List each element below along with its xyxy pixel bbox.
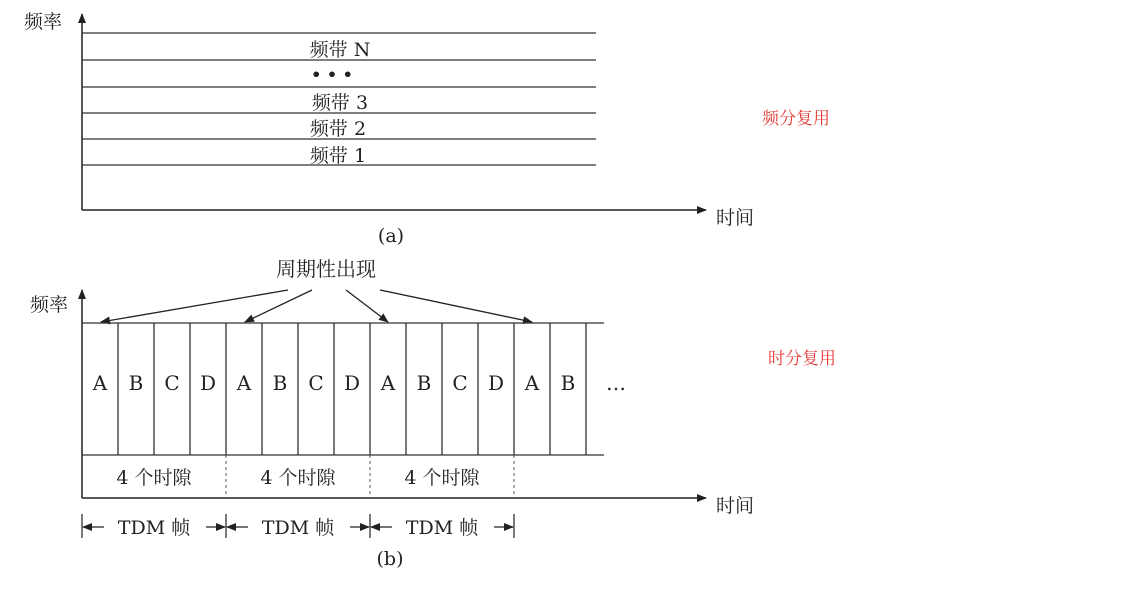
slot-group-label: 4 个时隙 — [116, 467, 192, 489]
band-label-3: 频带 3 — [311, 92, 369, 114]
band-label-n: 频带 N — [309, 39, 371, 61]
band-label-1: 频带 1 — [309, 145, 367, 167]
fdm-note: 频分复用 — [762, 109, 830, 129]
tdm-x-axis-label: 时间 — [716, 495, 755, 517]
slot-label-a: A — [524, 371, 540, 395]
tdm-caption: (b) — [376, 548, 404, 570]
slot-label-d: D — [199, 371, 217, 395]
slot-group-label: 4 个时隙 — [260, 467, 336, 489]
slot-label-c: C — [452, 371, 468, 395]
slot-label-b: B — [416, 371, 432, 395]
slot-label-d: D — [343, 371, 361, 395]
slot-group-label: 4 个时隙 — [404, 467, 480, 489]
slot-label-b: B — [272, 371, 288, 395]
periodic-callout: 周期性出现 — [276, 257, 376, 281]
slot-label-d: D — [487, 371, 505, 395]
fdm-caption: (a) — [377, 225, 405, 247]
fdm-x-axis-label: 时间 — [716, 207, 755, 229]
fdm-diagram — [24, 11, 754, 247]
slot-label-b: B — [128, 371, 144, 395]
frame-label: TDM 帧 — [261, 517, 335, 539]
frame-label: TDM 帧 — [117, 517, 191, 539]
frame-label: TDM 帧 — [405, 517, 479, 539]
tdm-note: 时分复用 — [768, 349, 836, 369]
slot-label-a: A — [380, 371, 396, 395]
slot-label-c: C — [308, 371, 324, 395]
slot-label-c: C — [164, 371, 180, 395]
slot-label-b: B — [560, 371, 576, 395]
tdm-diagram — [30, 257, 754, 570]
tdm-y-axis-label: 频率 — [30, 294, 69, 316]
callout-arrow — [245, 290, 312, 322]
band-ellipsis: • • • — [311, 65, 353, 84]
slot-ellipsis: … — [606, 371, 626, 395]
fdm-y-axis-label: 频率 — [24, 11, 63, 33]
callout-arrow — [101, 290, 288, 322]
callout-arrow — [380, 290, 532, 322]
band-label-2: 频带 2 — [309, 118, 367, 140]
slot-label-a: A — [92, 371, 108, 395]
slot-label-a: A — [236, 371, 252, 395]
callout-arrow — [346, 290, 388, 322]
